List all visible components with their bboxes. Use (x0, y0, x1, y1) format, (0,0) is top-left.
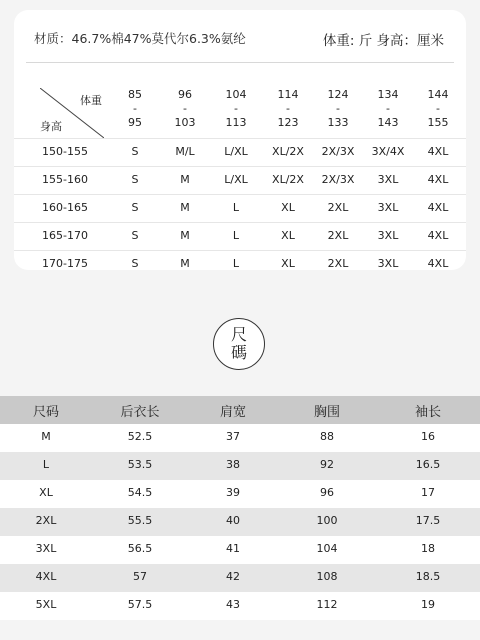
cell-chest: 100 (316, 514, 338, 527)
size-recommendation-card (14, 10, 466, 270)
size-cell: 2X/3X (321, 145, 355, 158)
cell-size: 5XL (35, 598, 57, 611)
weight-range-bottom: 133 (327, 116, 349, 129)
table-row (0, 452, 480, 480)
cell-size: M (41, 430, 51, 443)
size-cell: M/L (175, 145, 195, 158)
size-cell: L/XL (224, 145, 248, 158)
weight-range-dash: - (234, 102, 238, 115)
units-note: 体重: 斤 身高：厘米 (322, 33, 444, 49)
size-cell: XL/2X (272, 145, 304, 158)
size-badge-seal (213, 318, 265, 370)
size-cell: 2XL (327, 201, 349, 214)
header-shoulder-width: 肩宽 (219, 405, 246, 420)
weight-range-dash: - (386, 102, 390, 115)
size-cell: 2XL (327, 229, 349, 242)
header-chest: 胸围 (313, 405, 340, 420)
weight-range (160, 88, 210, 130)
size-grid-row (14, 222, 466, 250)
cell-back-length: 54.5 (127, 486, 153, 499)
corner-weight-label: 体重 (80, 94, 102, 107)
weight-range-dash: - (286, 102, 290, 115)
table-row (0, 480, 480, 508)
cell-sleeve-length: 17 (421, 486, 435, 499)
cell-sleeve-length: 18 (421, 542, 435, 555)
size-cell: 2XL (327, 257, 349, 270)
weight-header-row (14, 88, 466, 138)
size-cell: XL/2X (272, 173, 304, 186)
size-cell: 4XL (427, 257, 449, 270)
size-cell: S (131, 173, 139, 186)
size-cell: 2X/3X (321, 173, 355, 186)
size-cell: 4XL (427, 145, 449, 158)
height-range: 155-160 (42, 173, 88, 186)
height-range: 165-170 (42, 229, 88, 242)
header-back-length: 后衣长 (120, 405, 160, 420)
cell-shoulder-width: 43 (226, 598, 240, 611)
cell-chest: 88 (320, 430, 334, 443)
cell-shoulder-width: 41 (226, 542, 240, 555)
garment-measurement-table (0, 396, 480, 620)
size-cell: L (232, 229, 240, 242)
size-cell: M (180, 173, 190, 186)
table-row (0, 592, 480, 620)
weight-range-dash: - (133, 102, 137, 115)
weight-range-top: 134 (377, 88, 399, 101)
cell-back-length: 57.5 (127, 598, 153, 611)
weight-range-dash: - (183, 102, 187, 115)
height-range: 150-155 (42, 145, 88, 158)
cell-chest: 108 (316, 570, 338, 583)
size-grid-row (14, 138, 466, 166)
size-cell: XL (281, 257, 295, 270)
cell-back-length: 57 (133, 570, 147, 583)
weight-range-top: 104 (225, 88, 247, 101)
height-range: 170-175 (42, 257, 88, 270)
cell-back-length: 55.5 (127, 514, 153, 527)
size-cell: S (131, 257, 139, 270)
cell-size: L (42, 458, 50, 471)
corner-height-label: 身高 (40, 120, 62, 133)
weight-range (263, 88, 313, 130)
weight-range-bottom: 143 (377, 116, 399, 129)
weight-range-top: 144 (427, 88, 449, 101)
table-row (0, 508, 480, 536)
weight-range-dash: - (336, 102, 340, 115)
size-cell: S (131, 229, 139, 242)
size-cell: XL (281, 201, 295, 214)
table-row (0, 536, 480, 564)
size-cell: S (131, 145, 139, 158)
size-grid-row (14, 194, 466, 222)
cell-sleeve-length: 16 (421, 430, 435, 443)
size-cell: XL (281, 229, 295, 242)
size-cell: 4XL (427, 201, 449, 214)
cell-back-length: 56.5 (127, 542, 153, 555)
weight-range-top: 114 (277, 88, 299, 101)
size-cell: S (131, 201, 139, 214)
size-cell: L/XL (224, 173, 248, 186)
cell-chest: 92 (320, 458, 334, 471)
weight-height-size-grid (14, 88, 466, 278)
size-cell: 3XL (377, 257, 399, 270)
cell-size: 2XL (35, 514, 57, 527)
size-grid-row (14, 166, 466, 194)
cell-back-length: 53.5 (127, 458, 153, 471)
cell-size: 4XL (35, 570, 57, 583)
cell-size: XL (39, 486, 53, 499)
size-cell: L (232, 257, 240, 270)
weight-range-top: 96 (178, 88, 192, 101)
weight-range (413, 88, 463, 130)
cell-sleeve-length: 18.5 (415, 570, 441, 583)
weight-range (313, 88, 363, 130)
corner-cell (40, 88, 104, 138)
weight-range (363, 88, 413, 130)
cell-shoulder-width: 37 (226, 430, 240, 443)
table-header-row (0, 396, 480, 424)
size-cell: M (180, 257, 190, 270)
weight-range-bottom: 123 (277, 116, 299, 129)
table-row (0, 564, 480, 592)
card-header (14, 10, 466, 60)
cell-sleeve-length: 16.5 (415, 458, 441, 471)
size-cell: M (180, 201, 190, 214)
cell-size: 3XL (35, 542, 57, 555)
weight-range-top: 124 (327, 88, 349, 101)
material-composition: 材质：46.7%棉47%莫代尔6.3%氨纶 (34, 31, 246, 46)
height-range: 160-165 (42, 201, 88, 214)
size-cell: 3XL (377, 229, 399, 242)
weight-range-dash: - (436, 102, 440, 115)
weight-range-bottom: 155 (427, 116, 449, 129)
size-cell: 3XL (377, 173, 399, 186)
cell-chest: 96 (320, 486, 334, 499)
cell-sleeve-length: 19 (421, 598, 435, 611)
weight-range-bottom: 113 (225, 116, 247, 129)
size-cell: L (232, 201, 240, 214)
weight-range (110, 88, 160, 130)
cell-shoulder-width: 38 (226, 458, 240, 471)
table-row (0, 424, 480, 452)
cell-chest: 104 (316, 542, 338, 555)
cell-shoulder-width: 40 (226, 514, 240, 527)
header-divider (26, 62, 454, 63)
weight-range-top: 85 (128, 88, 142, 101)
weight-range (211, 88, 261, 130)
size-cell: M (180, 229, 190, 242)
cell-back-length: 52.5 (127, 430, 153, 443)
badge-char-top: 尺 (230, 325, 247, 344)
header-size: 尺码 (32, 405, 59, 420)
header-sleeve-length: 袖长 (414, 405, 441, 420)
cell-shoulder-width: 39 (226, 486, 240, 499)
size-cell: 3XL (377, 201, 399, 214)
size-cell: 4XL (427, 229, 449, 242)
size-grid-row (14, 250, 466, 278)
weight-range-bottom: 95 (128, 116, 142, 129)
cell-chest: 112 (316, 598, 338, 611)
size-cell: 3X/4X (371, 145, 405, 158)
weight-range-bottom: 103 (174, 116, 196, 129)
size-cell: 4XL (427, 173, 449, 186)
cell-sleeve-length: 17.5 (415, 514, 441, 527)
cell-shoulder-width: 42 (226, 570, 240, 583)
badge-char-bottom: 碼 (230, 343, 247, 362)
